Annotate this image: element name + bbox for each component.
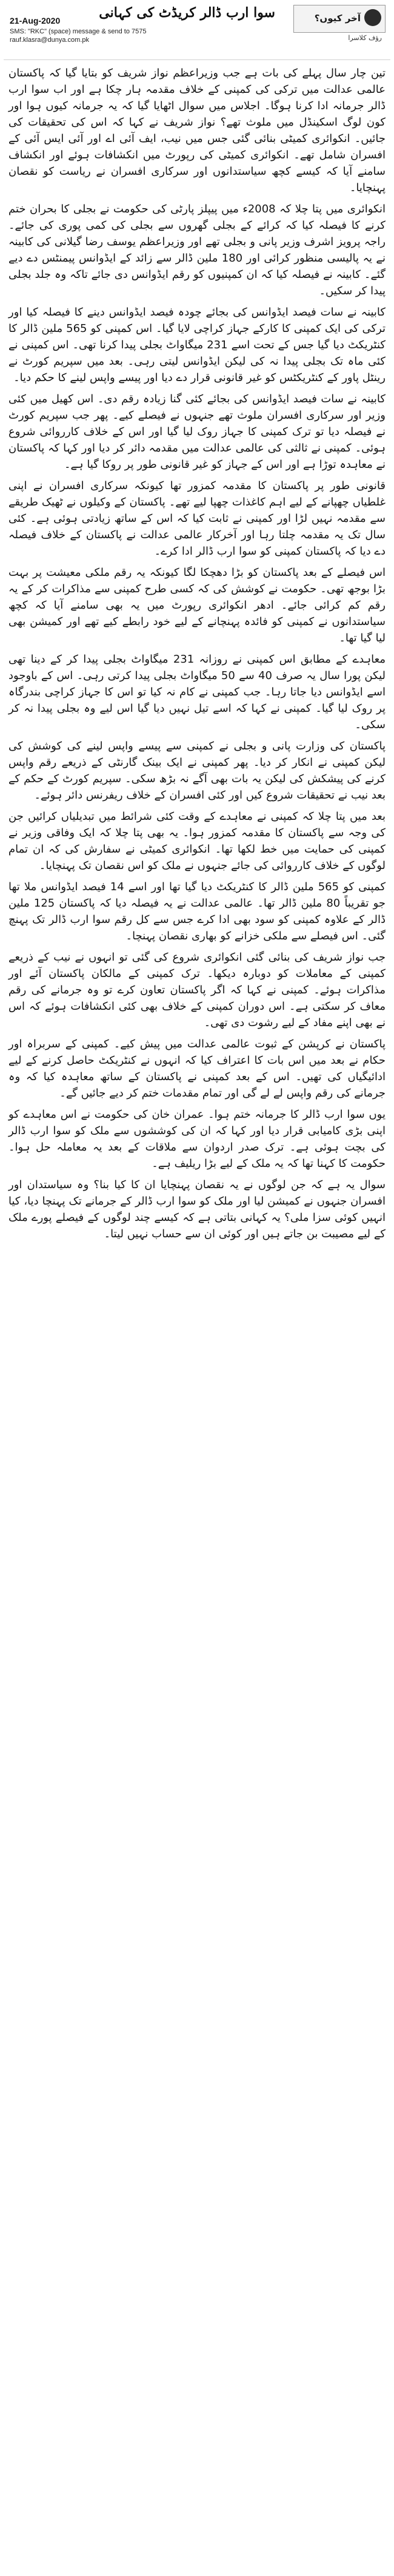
author-name: رؤف کلاسرا xyxy=(348,34,382,42)
paragraph-14: سوال یہ ہے کہ جن لوگوں نے یہ نقصان پہنچایا ان کا کیا بنا؟ وہ سیاستدان اور افسران جنہوں نے کمیشن لیا اور ملک کو سوا ارب ڈالر کے جرمانے تک پہنچا دیا، کیا انہیں کوئی سزا ملی؟ یہ کہانی بتاتی ہے کہ کیسے چند لوگوں کے فیصلے پورے ملک کے لیے مصیبت بن جاتے ہیں اور کوئی ان سے حساب نہیں لیتا۔ xyxy=(8,1178,386,1240)
column-logo xyxy=(293,5,386,33)
paragraph-8: پاکستان کی وزارت پانی و بجلی نے کمپنی سے پیسے واپس لینے کی کوشش کی لیکن کمپنی نے انکار کر دیا۔ پھر کمپنی نے ایک بینک گارنٹی کے ذریعے رقم واپس کرنے کی پیشکش کی لیکن یہ بات بھی آگے نہ بڑھ سکی۔ سپریم کورٹ کے حکم کے بعد نیب نے تحقیقات شروع کیں اور کئی افسران کے خلاف ریفرنس دائر ہوئے۔ xyxy=(8,740,386,802)
column-brand: آخر کیوں؟ xyxy=(314,13,361,24)
publish-date: 21-Aug-2020 xyxy=(10,16,61,25)
paragraph-2: انکوائری میں پتا چلا کہ 2008ء میں پیپلز پارٹی کی حکومت نے بجلی کا بحران ختم کرنے کا فیصلہ کیا کہ کرائے کے بجلی گھروں سے بجلی کی کمی پوری کی جائے۔ راجہ پرویز اشرف وزیر پانی و بجلی تھے اور وزیراعظم یوسف رضا گیلانی کی کابینہ نے یہ پالیسی منظور کرائی اور 180 ملین ڈالر سے زائد کے ایڈوانس پیمنٹس دے دیے گئے۔ کابینہ نے فیصلہ کیا کہ ان کمپنیوں کو رقم ایڈوانس دی جائے تاکہ وہ جلد بجلی پیدا کر سکیں۔ xyxy=(8,203,386,297)
author-photo xyxy=(364,9,381,26)
sms-info: SMS: "RKC" (space) message & send to 7575 xyxy=(10,28,147,35)
paragraph-4: کابینہ نے سات فیصد ایڈوانس کی بجائے کئی گنا زیادہ رقم دی۔ اس کھیل میں کئی وزیر اور سرکاری افسران ملوث تھے جنہوں نے فیصلے کیے۔ پھر جب سپریم کورٹ نے فیصلہ دیا تو ترک کمپنی کا جہاز روک لیا گیا اور اس کے خلاف کارروائی شروع ہوئی۔ کمپنی نے ثالثی کی عالمی عدالت میں مقدمہ دائر کر دیا اور کہا کہ پاکستان نے معاہدہ توڑا ہے اور اس کے جہاز کو غیر قانونی طور پر روکا گیا ہے۔ xyxy=(8,393,386,471)
paragraph-9: بعد میں پتا چلا کہ کمپنی نے معاہدے کے وقت کئی شرائط میں تبدیلیاں کرائیں جن کی وجہ سے پاکستان کا مقدمہ کمزور ہوا۔ یہ بھی پتا چلا کہ ایک وفاقی وزیر نے کمپنی کی حمایت میں خط لکھا تھا۔ انکوائری کمیٹی نے سفارش کی کہ ان تمام لوگوں کے خلاف کارروائی کی جائے جنہوں نے ملک کو اس نقصان تک پہنچایا۔ xyxy=(8,810,386,872)
paragraph-5: قانونی طور پر پاکستان کا مقدمہ کمزور تھا کیونکہ سرکاری افسران نے اپنی غلطیاں چھپانے کے لیے اہم کاغذات چھپا لیے تھے۔ پاکستان کے وکیلوں نے ٹھیک طریقے سے مقدمہ نہیں لڑا اور کمپنی نے ثابت کیا کہ اس کے ساتھ زیادتی ہوئی ہے۔ کئی سال تک یہ مقدمہ چلتا رہا اور آخرکار عالمی عدالت نے پاکستان کے خلاف فیصلہ دے دیا کہ پاکستان کمپنی کو سوا ارب ڈالر ادا کرے۔ xyxy=(8,479,386,558)
paragraph-1: تین چار سال پہلے کی بات ہے جب وزیراعظم نواز شریف کو بتایا گیا کہ پاکستان عالمی عدالت میں ترکی کی کمپنی کے خلاف مقدمہ ہار چکا ہے اور اب سوا ارب ڈالر جرمانہ ادا کرنا ہوگا۔ اجلاس میں سوال اٹھایا گیا کہ یہ جرمانہ کیوں ہوا اور کون لوگ اسکینڈل میں ملوث تھے؟ نواز شریف نے کہا کہ اس کی تحقیقات کی جائیں۔ انکوائری کمیٹی بنائی گئی جس میں نیب، ایف آئی اے اور آئی ایس آئی کے افسران شامل تھے۔ انکوائری کمیٹی کی رپورٹ میں انکشافات ہوئے اور انکشاف سامنے آیا کہ کیسے کچھ سیاستدانوں اور سرکاری افسران نے ریاست کو نقصان پہنچایا۔ xyxy=(8,67,386,194)
author-email[interactable]: rauf.klasra@dunya.com.pk xyxy=(10,36,90,44)
column-header xyxy=(4,0,390,60)
paragraph-12: پاکستان نے کرپشن کے ثبوت عالمی عدالت میں پیش کیے۔ کمپنی کے سربراہ اور حکام نے بعد میں اس بات کا اعتراف کیا کہ انہوں نے کنٹریکٹ حاصل کرنے کے لیے ادائیگیاں کی تھیں۔ اس کے بعد کمپنی نے پاکستان کے ساتھ معاہدہ کیا کہ وہ جرمانے کی رقم واپس لے لے گی اور تمام مقدمات ختم کر دیے جائیں گے۔ xyxy=(8,1038,386,1100)
article-body xyxy=(4,60,390,1242)
article-title: سوا ارب ڈالر کریڈٹ کی کہانی xyxy=(99,5,275,21)
paragraph-13: یوں سوا ارب ڈالر کا جرمانہ ختم ہوا۔ عمران خان کی حکومت نے اس معاہدے کو اپنی بڑی کامیابی قرار دیا اور کہا کہ ان کی کوششوں سے ملک کو سوا ارب ڈالر کی بچت ہوئی ہے۔ ترک صدر اردوان سے ملاقات کے بعد یہ معاملہ حل ہوا۔ حکومت کا کہنا تھا کہ یہ ملک کے لیے بڑا ریلیف ہے۔ xyxy=(8,1108,386,1170)
paragraph-11: جب نواز شریف کی بنائی گئی انکوائری شروع کی گئی تو انہوں نے نیب کے ذریعے کمپنی کے معاملات کو دوبارہ دیکھا۔ ترک کمپنی کے مالکان پاکستان آئے اور مذاکرات ہوئے۔ کمپنی نے کہا کہ اگر پاکستان تعاون کرے تو وہ جرمانے کی رقم معاف کر سکتی ہے۔ اس دوران کمپنی کے خلاف بھی کئی انکشافات ہوئے کہ اس نے بھی اپنے مفاد کے لیے رشوت دی تھی۔ xyxy=(8,951,386,1029)
paragraph-10: کمپنی کو 565 ملین ڈالر کا کنٹریکٹ دیا گیا تھا اور اسے 14 فیصد ایڈوانس ملا تھا جو تقریباً 80 ملین ڈالر تھا۔ عالمی عدالت نے یہ فیصلہ دیا کہ پاکستان 125 ملین ڈالر کے علاوہ کمپنی کو سود بھی ادا کرے جس سے کل رقم سوا ارب ڈالر تک پہنچ گئی۔ اس فیصلے سے ملکی خزانے کو بھاری نقصان پہنچا۔ xyxy=(8,881,386,942)
paragraph-3: کابینہ نے سات فیصد ایڈوانس کی بجائے چودہ فیصد ایڈوانس دینے کا فیصلہ کیا اور ترکی کی ایک کمپنی کا کارکے جہاز کراچی لایا گیا۔ اس کمپنی کو 565 ملین ڈالر کا کنٹریکٹ دیا گیا جس کے تحت اسے 231 میگاواٹ بجلی پیدا کرنا تھی۔ اس کمپنی نے کئی ماہ تک بجلی پیدا نہ کی لیکن ایڈوانس لیتی رہی۔ بعد میں سپریم کورٹ نے رینٹل پاور کے کنٹریکٹس کو غیر قانونی قرار دے دیا اور پیسے واپس لینے کا حکم دیا۔ xyxy=(8,306,386,384)
paragraph-7: معاہدے کے مطابق اس کمپنی نے روزانہ 231 میگاواٹ بجلی پیدا کر کے دینا تھی لیکن پورا سال یہ صرف 40 سے 50 میگاواٹ بجلی پیدا کرتی رہی۔ اس کے باوجود اسے ایڈوانس دیا جاتا رہا۔ جب کمپنی نے کام نہ کیا تو اس کا جہاز کراچی بندرگاہ پر روک لیا گیا۔ کمپنی نے کہا کہ اسے تیل نہیں دیا گیا اس لیے وہ بجلی پیدا نہ کر سکی۔ xyxy=(8,653,386,731)
paragraph-6: اس فیصلے کے بعد پاکستان کو بڑا دھچکا لگا کیونکہ یہ رقم ملکی معیشت پر بہت بڑا بوجھ تھی۔ حکومت نے کوشش کی کہ کسی طرح کمپنی سے مذاکرات کر کے یہ رقم کم کرائی جائے۔ ادھر انکوائری رپورٹ میں یہ بھی سامنے آیا کہ کچھ سیاستدانوں نے کمپنی کو فائدہ پہنچانے کے لیے خود رابطے کیے تھے اور کمیشن بھی لیا گیا تھا۔ xyxy=(8,566,386,644)
